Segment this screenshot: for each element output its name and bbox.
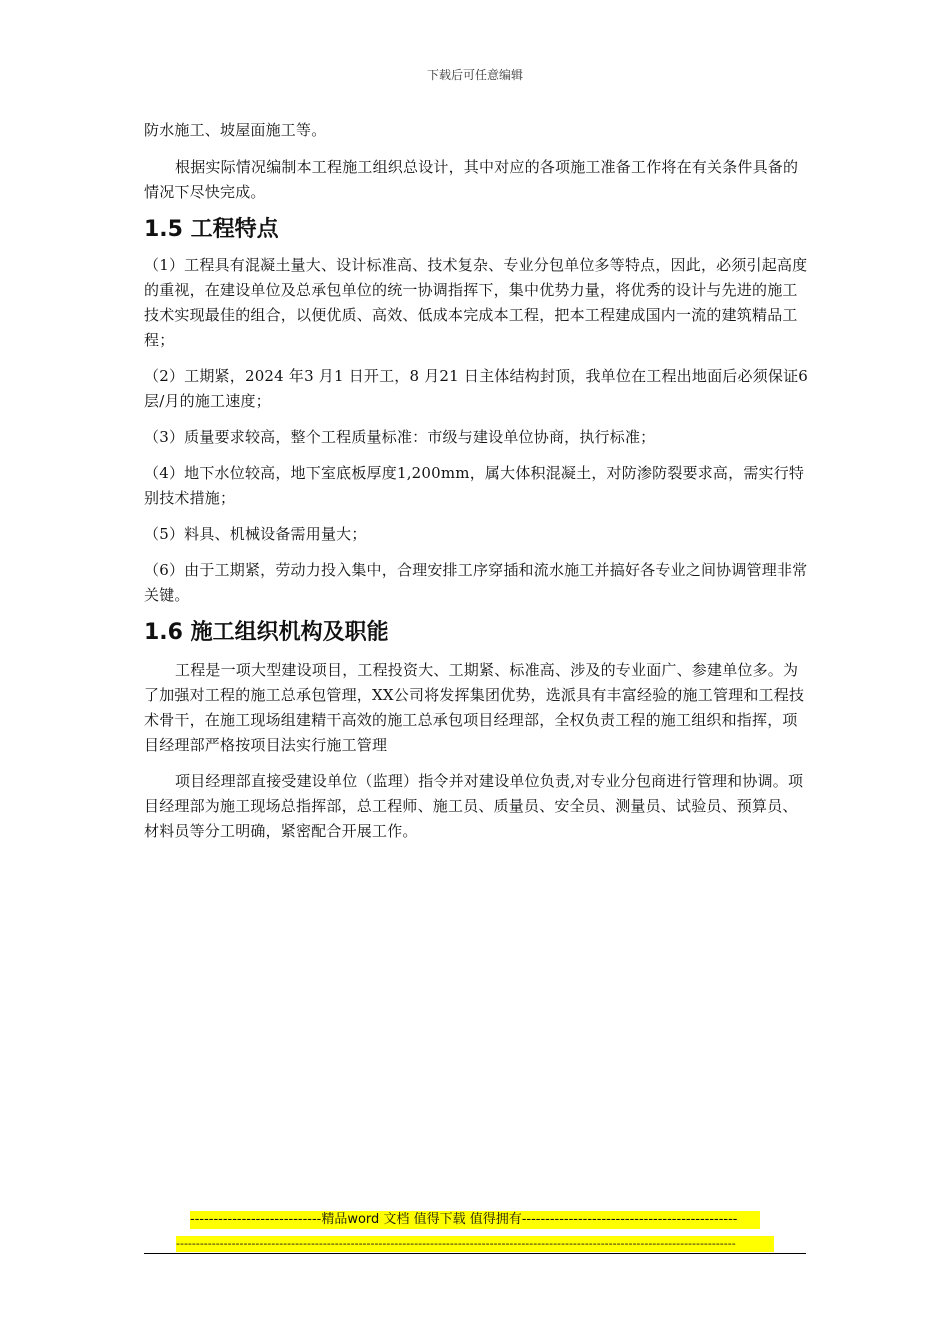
organization-paragraph-2: 项目经理部直接受建设单位（监理）指令并对建设单位负责,对专业分包商进行管理和协调。项目经理部为施工现场总指挥部，总工程师、施工员、质量员、安全员、测量员、试验员、预算员、材料员等分工明确，紧密配合开展工作。 <box>144 772 804 840</box>
paragraph-intro-1: 防水施工、坡屋面施工等。 <box>144 121 327 139</box>
section-title-1-5: 1.5 工程特点 <box>144 217 279 242</box>
footer-banner: ----------------------------精品word 文档 值得下载 值得拥有---------------------------------------------- <box>190 1211 760 1229</box>
feature-item-1: （1）工程具有混凝土量大、设计标准高、技术复杂、专业分包单位多等特点，因此，必须引起高度的重视，在建设单位及总承包单位的统一协调指挥下，集中优势力量，将优秀的设计与先进的施工技术实现最佳的组合，以便优质、高效、低成本完成本工程，把本工程建成国内一流的建筑精品工程； <box>144 256 808 349</box>
feature-item-6: （6）由于工期紧，劳动力投入集中，合理安排工序穿插和流水施工并搞好各专业之间协调管理非常关键。 <box>144 561 808 604</box>
feature-item-3: （3）质量要求较高，整个工程质量标准：市级与建设单位协商，执行标准； <box>144 428 656 446</box>
footer-dash-line: --------------------------------------------------------------------------------------------------------------------------------------------- <box>176 1236 774 1252</box>
feature-item-2: （2）工期紧，2024 年3 月1 日开工，8 月21 日主体结构封顶，我单位在工程出地面后必须保证6 层/月的施工速度； <box>144 367 809 410</box>
document-body <box>144 118 809 844</box>
page-header: 下载后可任意编辑 <box>426 68 523 82</box>
paragraph-intro-2: 根据实际情况编制本工程施工组织总设计，其中对应的各项施工准备工作将在有关条件具备的情况下尽快完成。 <box>144 158 799 201</box>
feature-item-5: （5）料具、机械设备需用量大； <box>144 525 367 543</box>
organization-paragraph-1: 工程是一项大型建设项目，工程投资大、工期紧、标准高、涉及的专业面广、参建单位多。为了加强对工程的施工总承包管理，XX公司将发挥集团优势，选派具有丰富经验的施工管理和工程技术骨干，在施工现场组建精干高效的施工总承包项目经理部，全权负责工程的施工组织和指挥，项目经理部严格按项目法实行施工管理 <box>144 661 805 754</box>
footer-rule <box>144 1253 806 1254</box>
section-title-1-6: 1.6 施工组织机构及职能 <box>144 620 389 645</box>
feature-item-4: （4）地下水位较高，地下室底板厚度1,200mm，属大体积混凝土，对防渗防裂要求高，需实行特别技术措施； <box>144 464 805 507</box>
